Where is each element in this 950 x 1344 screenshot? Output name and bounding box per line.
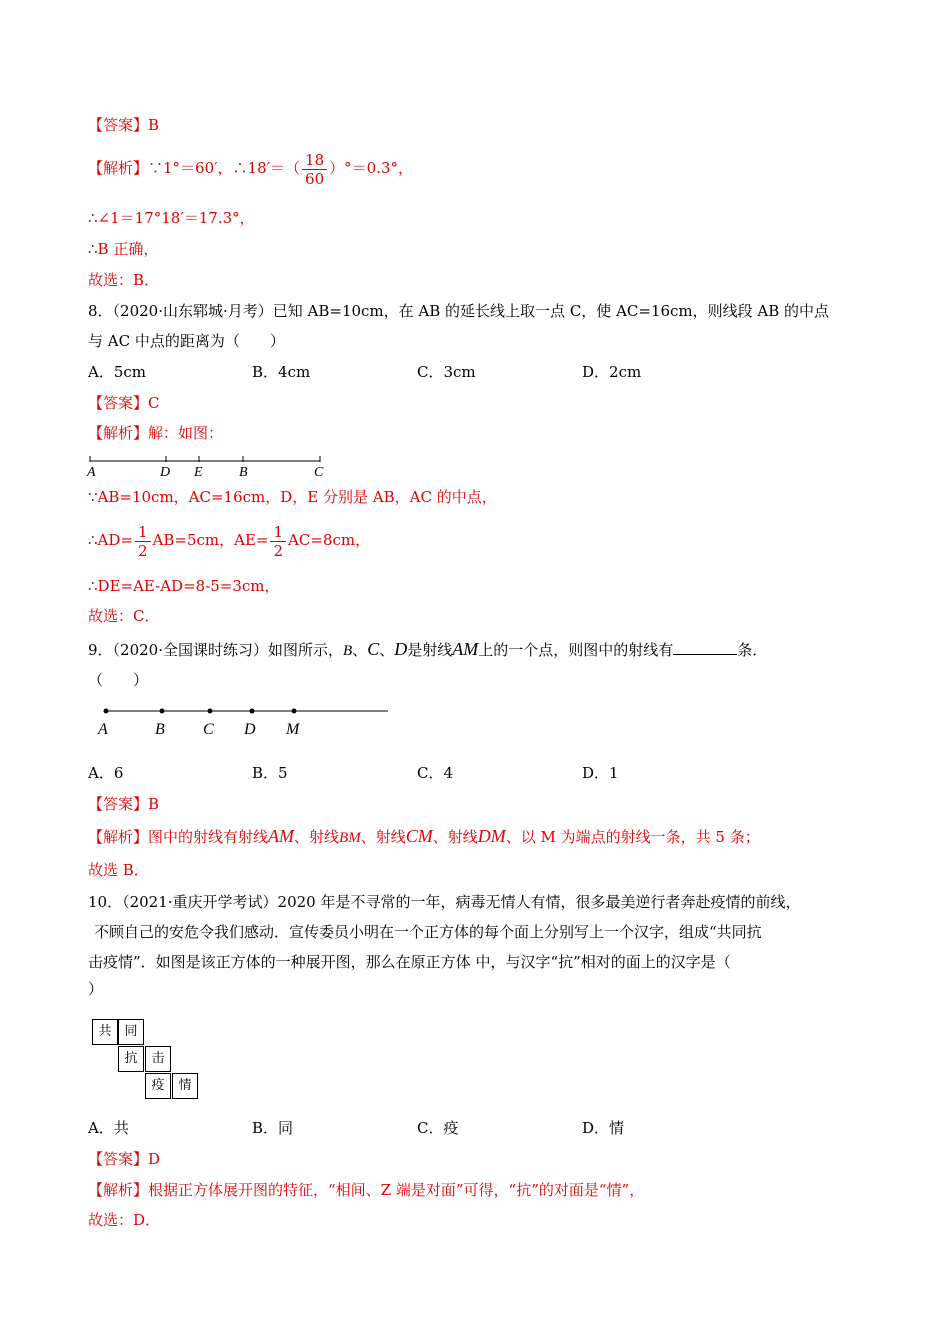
fraction-denominator: 2 bbox=[135, 541, 151, 560]
answer-label: 【答案】 bbox=[88, 116, 149, 134]
point-label-b: B bbox=[239, 465, 248, 480]
q10-option-a[interactable]: A．共 bbox=[88, 1119, 129, 1137]
point-label-e: E bbox=[194, 465, 203, 480]
analysis-text: 、以 M 为端点的射线一条，共 5 条； bbox=[505, 828, 760, 846]
q9-ray-figure bbox=[98, 702, 398, 738]
answer-value: C bbox=[148, 394, 160, 412]
point-label-c: C bbox=[203, 721, 214, 738]
answer-label: 【答案】 bbox=[88, 1150, 149, 1168]
answer-blank[interactable] bbox=[673, 640, 737, 655]
analysis-text: 、射线 bbox=[360, 828, 406, 846]
ray-bm: BM bbox=[339, 830, 361, 846]
analysis-text: 根据正方体展开图的特征，“相间、Z 端是对面”可得，“抗”的对面是“情”， bbox=[148, 1181, 645, 1199]
q9-stem-line1 bbox=[88, 639, 767, 661]
analysis-label: 【解析】 bbox=[88, 828, 149, 846]
analysis-text: 、射线 bbox=[294, 828, 340, 846]
q7-analysis-line2: ∴∠1＝17°18′＝17.3°， bbox=[88, 209, 255, 227]
point-c: C bbox=[367, 639, 380, 659]
q9-analysis-line2: 故选 B． bbox=[88, 861, 149, 879]
q9-answer bbox=[88, 794, 159, 814]
fraction-numerator: 18 bbox=[305, 150, 325, 169]
q8-option-c[interactable]: C．3cm bbox=[417, 363, 476, 381]
fraction-numerator: 1 bbox=[137, 522, 148, 541]
analysis-label: 【解析】 bbox=[88, 159, 149, 177]
separator: 、 bbox=[352, 641, 368, 659]
analysis-label: 【解析】 bbox=[88, 1181, 149, 1199]
stem-text: 是射线 bbox=[407, 641, 453, 659]
q10-cube-net bbox=[92, 1019, 202, 1101]
net-face-qing: 情 bbox=[172, 1073, 198, 1099]
q8-analysis-line4: 故选：C． bbox=[88, 607, 160, 625]
ray-am: AM bbox=[452, 639, 479, 659]
point-dot-m bbox=[292, 709, 297, 714]
fraction-denominator: 2 bbox=[270, 541, 286, 560]
net-face-gong: 共 bbox=[92, 1019, 118, 1045]
q9-option-d[interactable]: D．1 bbox=[582, 764, 619, 782]
stem-text: 条． bbox=[737, 641, 768, 659]
analysis-label: 【解析】 bbox=[88, 424, 149, 442]
q8-answer bbox=[88, 393, 160, 413]
analysis-text: ∴AD= bbox=[88, 531, 133, 549]
analysis-text: 图中的射线有射线 bbox=[148, 828, 269, 846]
q7-analysis-line1 bbox=[88, 148, 413, 188]
q8-analysis-line2 bbox=[88, 518, 370, 562]
net-face-tong: 同 bbox=[118, 1019, 144, 1045]
fraction-denominator: 60 bbox=[302, 169, 327, 188]
q7-analysis-line4: 故选：B． bbox=[88, 271, 160, 289]
analysis-text: AC=8cm， bbox=[288, 531, 371, 549]
answer-label: 【答案】 bbox=[88, 394, 149, 412]
q10-stem-line1: 10．（2021·重庆开学考试）2020 年是不寻常的一年，病毒无情人有情，很多最美逆行者奔赴疫情的前线， bbox=[88, 893, 801, 911]
q10-analysis bbox=[88, 1180, 644, 1200]
ray-dm: DM bbox=[477, 826, 506, 846]
net-face-yi: 疫 bbox=[145, 1073, 171, 1099]
q8-option-d[interactable]: D．2cm bbox=[582, 363, 642, 381]
net-face-ji: 击 bbox=[145, 1046, 171, 1072]
analysis-text: 、射线 bbox=[432, 828, 478, 846]
point-b: B bbox=[343, 643, 353, 659]
fraction-numerator: 1 bbox=[273, 522, 284, 541]
q10-stem-line2: 不顾自己的安危令我们感动．宣传委员小明在一个正方体的每个面上分别写上一个汉字，组成“共同抗 bbox=[94, 923, 762, 941]
stem-text: 9．（2020·全国课时练习）如图所示， bbox=[88, 641, 343, 659]
q9-option-b[interactable]: B．5 bbox=[252, 764, 288, 782]
q8-analysis bbox=[88, 423, 223, 443]
answer-value: B bbox=[148, 795, 160, 813]
q9-stem-line2: （ ） bbox=[88, 671, 149, 689]
q10-analysis-line2: 故选：D． bbox=[88, 1211, 161, 1229]
q9-analysis-line1 bbox=[88, 826, 760, 848]
analysis-text: AB=5cm，AE= bbox=[152, 531, 269, 549]
q7-answer bbox=[88, 115, 159, 135]
point-label-c: C bbox=[314, 465, 324, 480]
point-label-b: B bbox=[155, 721, 165, 738]
q9-option-a[interactable]: A．6 bbox=[88, 764, 124, 782]
q10-option-d[interactable]: D．情 bbox=[582, 1119, 625, 1137]
answer-value: B bbox=[148, 116, 160, 134]
point-label-d: D bbox=[160, 465, 171, 480]
q8-stem-line1: 8．（2020·山东郓城·月考）已知 AB=10cm，在 AB 的延长线上取一点 C，使 AC=16cm，则线段 AB 的中点 bbox=[88, 302, 830, 320]
point-dot-c bbox=[208, 709, 213, 714]
q8-option-a[interactable]: A．5cm bbox=[88, 363, 147, 381]
q8-option-b[interactable]: B．4cm bbox=[252, 363, 311, 381]
analysis-text: 解：如图： bbox=[148, 424, 224, 442]
ray-am: AM bbox=[268, 826, 295, 846]
point-dot-a bbox=[104, 709, 109, 714]
q8-analysis-line3: ∴DE=AE-AD=8-5=3cm， bbox=[88, 577, 280, 595]
q10-option-c[interactable]: C．疫 bbox=[417, 1119, 459, 1137]
point-label-m: M bbox=[286, 721, 300, 738]
fraction-half bbox=[135, 523, 151, 560]
separator: 、 bbox=[379, 641, 395, 659]
point-label-a: A bbox=[87, 465, 96, 480]
stem-text: 上的一个点，则图中的射线有 bbox=[478, 641, 674, 659]
point-label-d: D bbox=[244, 721, 256, 738]
ray-cm: CM bbox=[405, 826, 433, 846]
answer-label: 【答案】 bbox=[88, 795, 149, 813]
point-dot-b bbox=[160, 709, 165, 714]
point-dot-d bbox=[250, 709, 255, 714]
answer-value: D bbox=[148, 1150, 161, 1168]
fraction-18-60 bbox=[302, 151, 327, 188]
q7-analysis-line3: ∴B 正确， bbox=[88, 240, 159, 258]
point-label-a: A bbox=[98, 721, 108, 738]
q8-segment-figure bbox=[86, 452, 336, 482]
net-face-kang: 抗 bbox=[118, 1046, 144, 1072]
q8-analysis-line1: ∵AB=10cm，AC=16cm，D，E 分别是 AB，AC 的中点， bbox=[88, 488, 497, 506]
q10-answer bbox=[88, 1149, 160, 1169]
q8-stem-line2: 与 AC 中点的距离为（ ） bbox=[88, 332, 285, 350]
q10-stem-line4: ） bbox=[88, 980, 104, 998]
analysis-text: ∵1°＝60′，∴18′＝（ bbox=[148, 159, 301, 177]
fraction-half bbox=[270, 523, 286, 560]
q9-option-c[interactable]: C．4 bbox=[417, 764, 454, 782]
q10-stem-line3: 击疫情”．如图是该正方体的一种展开图，那么在原正方体 中，与汉字“抗”相对的面上的汉字是（ bbox=[88, 953, 731, 971]
q10-option-b[interactable]: B．同 bbox=[252, 1119, 294, 1137]
analysis-text: ）°＝0.3°， bbox=[329, 159, 413, 177]
point-d: D bbox=[394, 639, 408, 659]
